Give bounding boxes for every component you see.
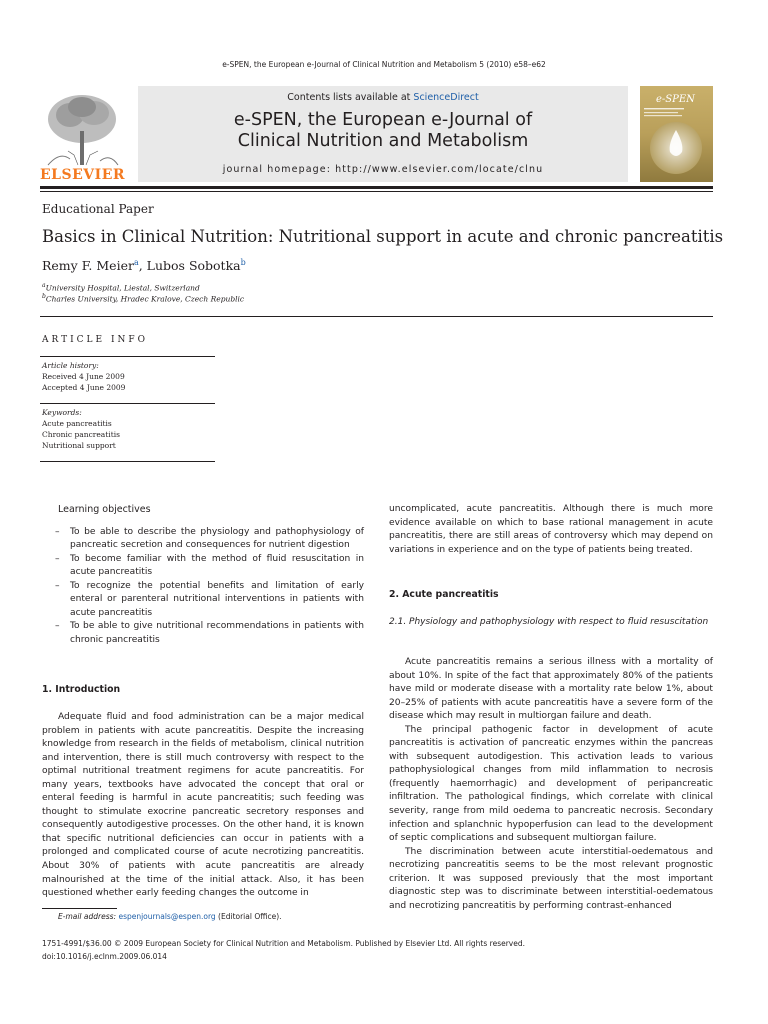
sciencedirect-link[interactable]: ScienceDirect [413,92,479,103]
cover-logo: e-SPEN [656,94,695,105]
list-item-text: To become familiar with the method of fluid resuscitation in acute pancreatitis [70,553,364,578]
list-item-text: To be able to describe the physiology and pathophysiology of pancreatic secretion and consequences for nutrient digestion [70,526,364,551]
author-list [42,258,246,273]
article-history [42,360,125,393]
article-info-rule [40,356,215,357]
author-name[interactable]: Lubos Sobotka [146,258,241,274]
affiliation-mark: b [42,293,46,300]
affiliation-b [42,293,244,304]
journal-homepage[interactable]: journal homepage: http://www.elsevier.com/locate/clnu [222,164,544,175]
paragraph: The discrimination between acute interstitial-oedematous and necrotizing pancreatitis seems to be the most relevant prognostic criterion. It was supposed previously that the most important diagnostic step was to discriminate between interstitial-oedematous and necrotizing pancreatitis by performing contrast-enhanced [389,846,713,911]
doi-line[interactable]: doi:10.1016/j.eclnm.2009.06.014 [42,951,167,961]
affiliation-mark[interactable]: a [133,258,139,267]
acute-body [389,656,713,913]
email-suffix: (Editorial Office). [215,912,282,921]
contents-line [138,92,628,103]
email-link[interactable]: espenjournals@espen.org [118,912,216,921]
keywords-label: Keywords: [42,408,82,417]
learning-objectives-heading: Learning objectives [58,504,151,515]
paragraph: Acute pancreatitis remains a serious illness with a mortality of about 10%. In spite of the fact that approximately 80% of the patients have mild or moderate disease with a mortality rate below 1%, about 20–25% of patients with acute pancreatitis have a severe form of the disease which may result in multiorgan failure and death. [389,657,713,722]
paragraph: uncomplicated, acute pancreatitis. Although there is much more evidence available on which to base rational management in acute pancreatitis, there are still areas of controversy which may depend on variations in experience and on the type of patients being treated. [389,504,713,555]
received-date: Received 4 June 2009 [42,372,125,381]
header-rule-thin [40,191,713,192]
list-item: – To recognize the potential benefits and limitation of early enteral or parenteral nutritional interventions in patients with acute pancreatitis [55,580,364,618]
journal-cover-thumbnail [640,86,713,182]
journal-title-line1: e-SPEN, the European e-Journal of [233,110,533,130]
section-heading-acute: 2. Acute pancreatitis [389,589,499,600]
continued-text [389,503,713,557]
affiliation-text: Charles University, Hradec Kralove, Czech Republic [45,294,245,304]
affiliation-mark[interactable]: b [240,258,246,267]
keywords-block [42,407,120,451]
accepted-date: Accepted 4 June 2009 [42,383,126,392]
article-info-rule [40,461,215,462]
affiliation-text: University Hospital, Liestal, Switzerland [45,283,200,293]
article-info-rule [40,403,215,404]
list-item: – To be able to give nutritional recommendations in patients with chronic pancreatitis [55,621,364,645]
learning-objectives [42,503,364,647]
list-item: – To become familiar with the method of fluid resuscitation in acute pancreatitis [55,553,364,578]
copyright-footer [42,938,525,963]
paper-type: Educational Paper [42,202,154,216]
paragraph: Adequate fluid and food administration can be a major medical problem in patients with acute pancreatitis. Despite the increasing knowledge from research in the fields of metabolism, clinical nutrition and intervention, there is still much controversy with respect to the optimal nutritional treatment regimens for acute pancreatitis. For many years, textbooks have advocated the concept that oral or enteral feeding is harmful in acute pancreatitis; such feeding was thought to stimulate exocrine pancreatic secretory responses and consequently autodigestive processes. On the other hand, it is known that specific nutritional deficiencies can occur in patients with a prolonged and complicated course of acute necrotizing pancreatitis. About 30% of patients with acute pancreatitis are already malnourished at the time of the initial attack. Also, it has been questioned whether early feeding changes the outcome in [42,712,364,899]
list-item: – To be able to describe the physiology and pathophysiology of pancreatic secretion and consequences for nutrient digestion [55,526,364,551]
affiliation-a [42,282,200,293]
history-label: Article history: [42,361,99,370]
keyword[interactable]: Acute pancreatitis [42,419,112,428]
list-item-text: To recognize the potential benefits and limitation of early enteral or parenteral nutritional interventions in patients with acute pancreatitis [70,580,364,618]
subsection-heading: 2.1. Physiology and pathophysiology with respect to fluid resuscitation [389,617,709,627]
keyword[interactable]: Nutritional support [42,441,116,450]
author-separator: , [138,258,147,274]
author-name[interactable]: Remy F. Meier [42,258,134,274]
footnote-rule [42,908,117,909]
running-head: e-SPEN, the European e-Journal of Clinical Nutrition and Metabolism 5 (2010) e58–e62 [222,60,546,69]
email-label: E-mail address: [58,912,119,921]
elsevier-wordmark: ELSEVIER [40,167,126,183]
keyword[interactable]: Chronic pancreatitis [42,430,120,439]
list-item-text: To be able to give nutritional recommendations in patients with chronic pancreatitis [70,621,364,645]
article-title: Basics in Clinical Nutrition: Nutritional support in acute and chronic pancreatitis [42,227,724,246]
section-rule [40,316,713,317]
affiliation-mark: a [42,282,46,289]
journal-title-line2: Clinical Nutrition and Metabolism [237,131,529,151]
paragraph: The principal pathogenic factor in development of acute pancreatitis is activation of pancreatic enzymes within the pancreas with subsequent autodigestion. This activation leads to various pathophysiological changes from mild inflammation to necrosis (frequently haemorrhagic) and development of peripancreatic infiltration. The pathological findings, which correlate with clinical severity, range from mild oedema to pancreatic necrosis. Secondary infection and splanchnic hypoperfusion can lead to the development of septic complications and subsequent multiorgan failure. [389,724,713,844]
copyright-line: 1751-4991/$36.00 © 2009 European Society for Clinical Nutrition and Metabolism. Published by Elsevier Ltd. All rights reserved. [42,939,525,948]
introduction-body [42,711,364,901]
objectives-list [42,526,364,648]
section-heading-introduction: 1. Introduction [42,684,121,695]
journal-title [138,110,628,152]
footnote [42,912,282,921]
header-rule [40,186,713,189]
contents-prefix: Contents lists available at [287,92,414,103]
article-info-heading: ARTICLE INFO [42,335,149,345]
